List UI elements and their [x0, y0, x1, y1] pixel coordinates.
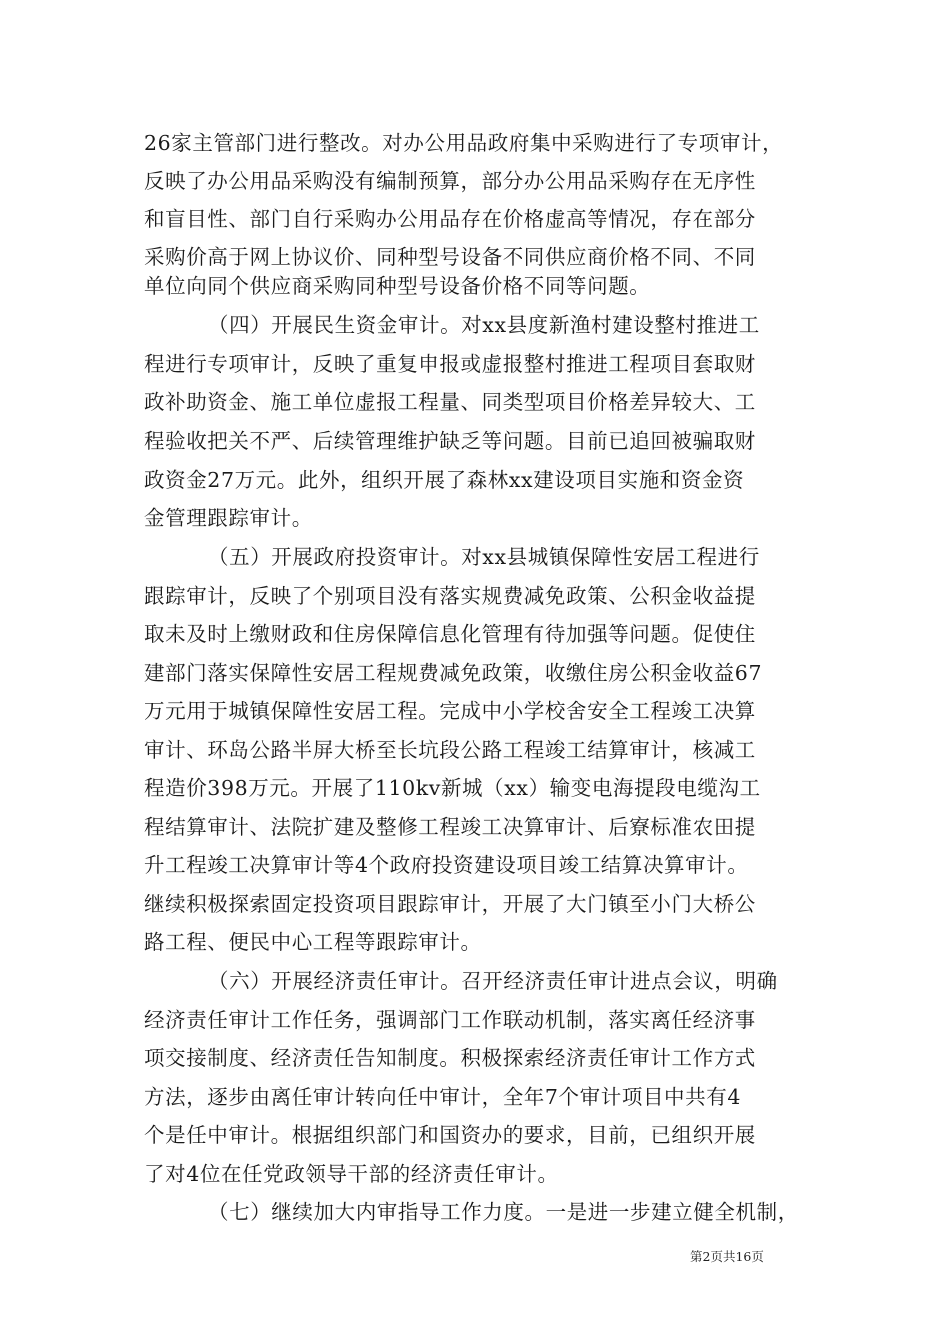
section-7-heading-line: （七）继续加大内审指导工作力度。一是进一步建立健全机制，	[208, 1200, 799, 1224]
text-line: 程进行专项审计，反映了重复申报或虚报整村推进工程项目套取财	[144, 352, 756, 376]
section-5-heading-line: （五）开展政府投资审计。对xx县城镇保障性安居工程进行	[208, 545, 760, 569]
text-line: 和盲目性、部门自行采购办公用品存在价格虚高等情况，存在部分	[144, 207, 756, 231]
text-line: 程验收把关不严、后续管理维护缺乏等问题。目前已追回被骗取财	[144, 429, 756, 453]
text-line: 方法，逐步由离任审计转向任中审计，全年7个审计项目中共有4	[144, 1085, 741, 1109]
text-line: 26家主管部门进行整改。对办公用品政府集中采购进行了专项审计，	[144, 131, 784, 155]
text-line: 了对4位在任党政领导干部的经济责任审计。	[144, 1162, 559, 1186]
text-line: 采购价高于网上协议价、同种型号设备不同供应商价格不同、不同	[144, 245, 756, 269]
text-line: 单位向同个供应商采购同种型号设备价格不同等问题。	[144, 274, 651, 298]
text-line: 经济责任审计工作任务，强调部门工作联动机制，落实离任经济事	[144, 1008, 756, 1032]
text-line: 政补助资金、施工单位虚报工程量、同类型项目价格差异较大、工	[144, 390, 756, 414]
text-line: 万元用于城镇保障性安居工程。完成中小学校舍安全工程竣工决算	[144, 699, 756, 723]
text-line: 项交接制度、经济责任告知制度。积极探索经济责任审计工作方式	[144, 1046, 756, 1070]
text-line: 金管理跟踪审计。	[144, 506, 313, 530]
section-4-heading-line: （四）开展民生资金审计。对xx县度新渔村建设整村推进工	[208, 313, 760, 337]
text-line: 个是任中审计。根据组织部门和国资办的要求，目前，已组织开展	[144, 1123, 756, 1147]
text-line: 继续积极探索固定投资项目跟踪审计，开展了大门镇至小门大桥公	[144, 892, 756, 916]
text-line: 审计、环岛公路半屏大桥至长坑段公路工程竣工结算审计，核减工	[144, 738, 756, 762]
text-line: 取未及时上缴财政和住房保障信息化管理有待加强等问题。促使住	[144, 622, 756, 646]
page-number-footer: 第2页共16页	[690, 1249, 764, 1264]
text-line: 路工程、便民中心工程等跟踪审计。	[144, 930, 482, 954]
text-line: 程造价398万元。开展了110kv新城（xx）输变电海提段电缆沟工	[144, 776, 761, 800]
text-line: 建部门落实保障性安居工程规费减免政策，收缴住房公积金收益67	[144, 661, 763, 685]
text-line: 政资金27万元。此外，组织开展了森林xx建设项目实施和资金资	[144, 468, 745, 492]
text-line: 升工程竣工决算审计等4个政府投资建设项目竣工结算决算审计。	[144, 853, 749, 877]
text-line: 反映了办公用品采购没有编制预算，部分办公用品采购存在无序性	[144, 169, 756, 193]
section-6-heading-line: （六）开展经济责任审计。召开经济责任审计进点会议，明确	[208, 969, 778, 993]
text-line: 程结算审计、法院扩建及整修工程竣工决算审计、后寮标准农田提	[144, 815, 756, 839]
text-line: 跟踪审计，反映了个别项目没有落实规费减免政策、公积金收益提	[144, 584, 756, 608]
